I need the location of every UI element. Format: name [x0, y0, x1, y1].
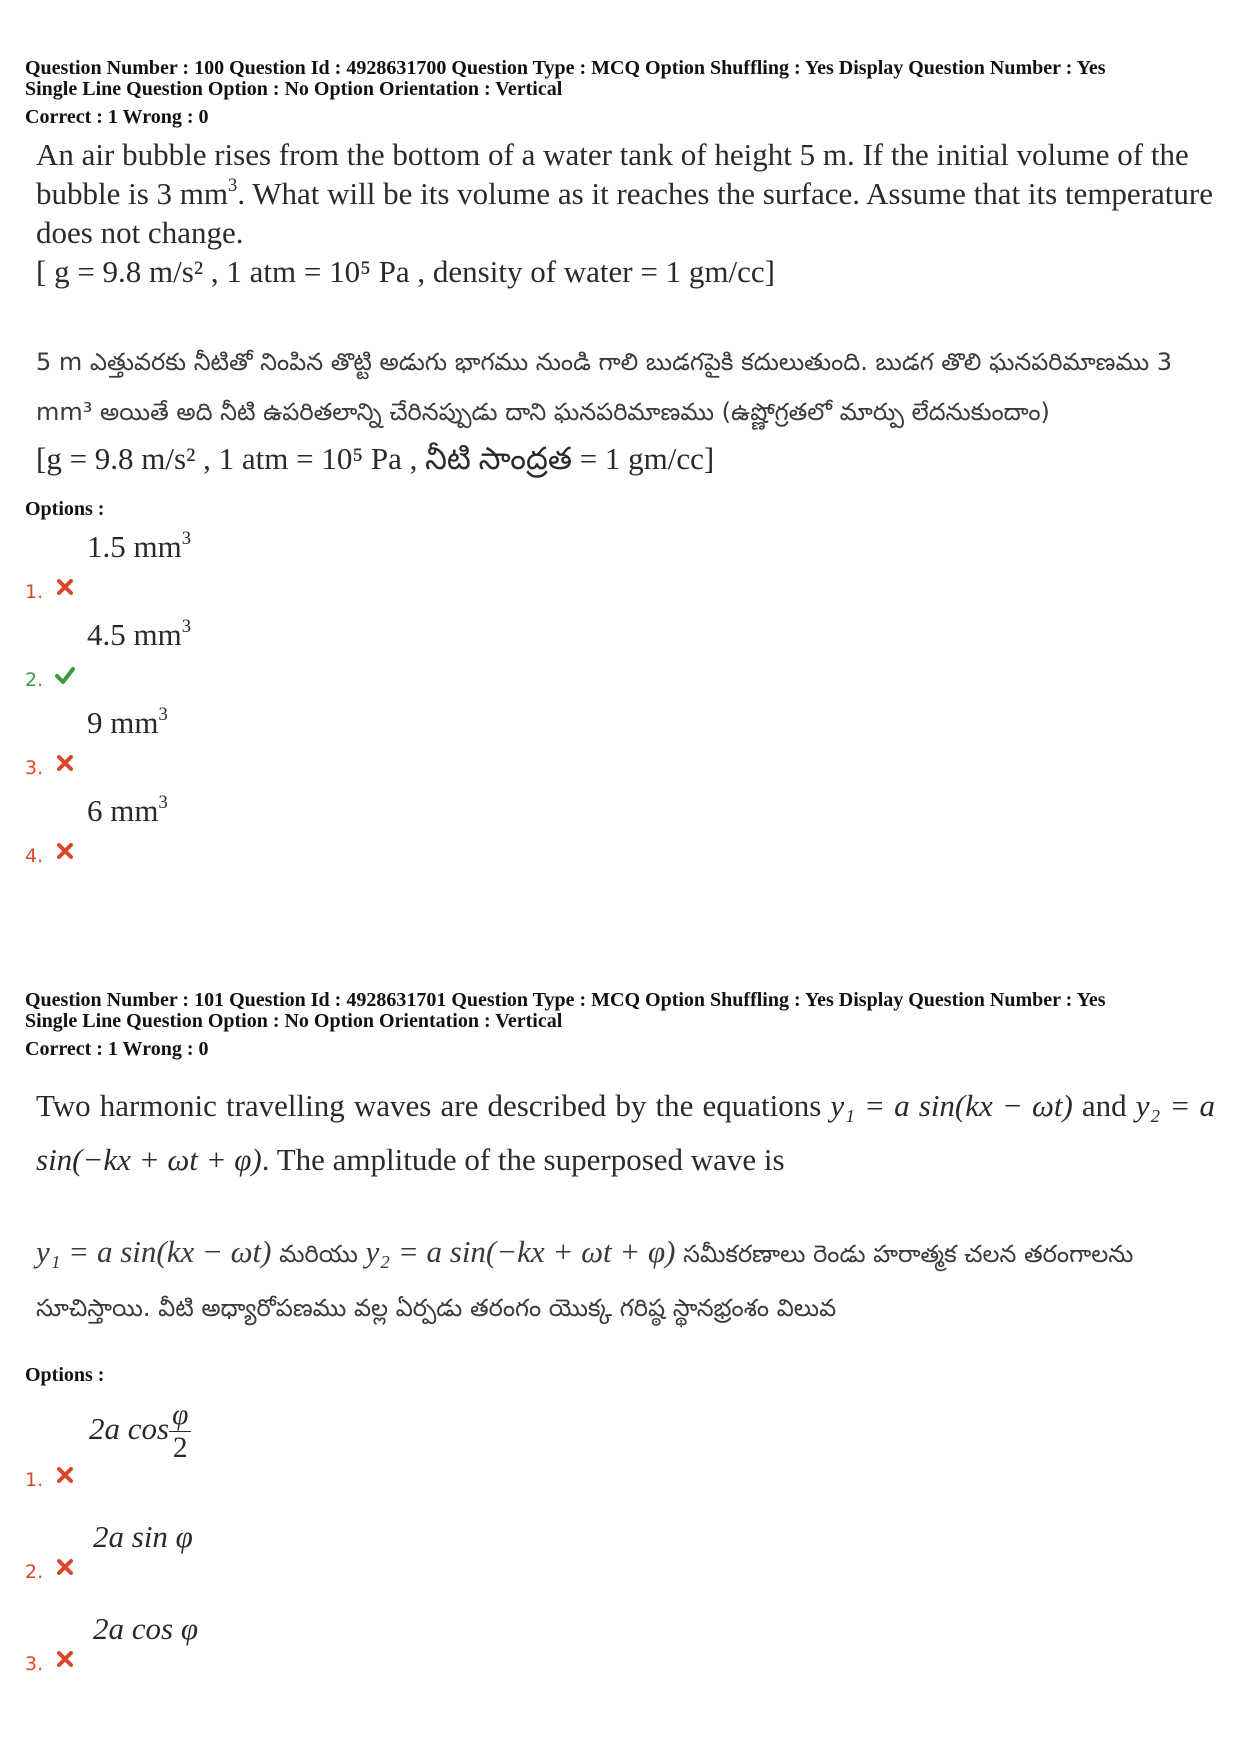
option-number: 3.: [25, 1653, 44, 1675]
option-number: 1.: [25, 581, 44, 603]
cross-icon: [55, 577, 75, 597]
option-4[interactable]: [25, 785, 1215, 873]
question-stem: [36, 135, 1215, 481]
option-text: 6 $mm^3$: [87, 791, 168, 828]
marks-scheme: Correct : 1 Wrong : 0: [25, 106, 209, 128]
given-constants-english: [ g = 9.8 m/s² , 1 atm = 10⁵ Pa , density of water = 1 gm/cc]: [36, 254, 775, 289]
option-text: 2a cos φ: [93, 1611, 198, 1646]
question-text-telugu: y₁ = a sin(kx − ωt) మరియు y₂ = a sin(−kx + ωt + φ) సమీకరణాలు రెండు హరాత్మక చలన తరంగాలను సూచిస్తాయి. వీటి అధ్యారోపణము వల్ల ఏర్పడు తరంగం యొక్క గరిష్ఠ స్థానభ్రంశం విలువ: [36, 1234, 1134, 1322]
option-number: 4.: [25, 845, 44, 867]
question-meta-line2: Single Line Question Option : No Option Orientation : Vertical: [25, 1010, 563, 1032]
marks-scheme: Correct : 1 Wrong : 0: [25, 1038, 209, 1060]
question-meta-line1: Question Number : 101 Question Id : 4928631701 Question Type : MCQ Option Shuffling : Yes Display Question Number : Yes: [25, 989, 1106, 1011]
check-icon: [55, 665, 75, 685]
given-constants-telugu: [g = 9.8 m/s² , 1 atm = 10⁵ Pa , నీటి సాంద్రత = 1 gm/cc]: [36, 441, 715, 476]
cross-icon: [55, 841, 75, 861]
option-text: 4.5 $mm^3$: [87, 615, 192, 652]
question-text-english: An air bubble rises from the bottom of a water tank of height 5 m. If the initial volume of the bubble is 3 $mm^3$. What will be its volume as it reaches the surface. Assume that its temperature does not change.: [36, 137, 1213, 250]
option-number: 1.: [25, 1469, 44, 1491]
option-2[interactable]: [25, 609, 1215, 697]
equation-y2: y₂ = a sin(−kx + ωt + φ): [36, 1088, 1215, 1177]
question-block-101: [25, 990, 1215, 1681]
cross-icon: [55, 753, 75, 773]
option-text: 1.5 $mm^3$: [87, 527, 192, 564]
cross-icon: [55, 1465, 75, 1485]
option-number: 2.: [25, 1561, 44, 1583]
cross-icon: [55, 1557, 75, 1577]
option-text: 2a sin φ: [93, 1519, 193, 1554]
question-stem: [36, 1079, 1215, 1335]
option-number: 3.: [25, 757, 44, 779]
cross-icon: [55, 1649, 75, 1669]
option-1[interactable]: [25, 1387, 1215, 1497]
question-text-english: Two harmonic travelling waves are described by the equations y₁ = a sin(kx − ωt) and y₂ = a sin(−kx + ωt + φ). The amplitude of the superposed wave is: [36, 1088, 1215, 1177]
option-number: 2.: [25, 669, 44, 691]
equation-y1: y₁ = a sin(kx − ωt): [830, 1088, 1073, 1123]
question-block-100: [25, 58, 1215, 873]
question-text-telugu: 5 m ఎత్తువరకు నీటితో నింపిన తొట్టి అడుగు భాగము నుండి గాలి బుడగపైకి కదులుతుంది. బుడగ తొలి ఘనపరిమాణము 3 mm³ అయితే అది నీటి ఉపరితలాన్ని చేరినప్పుడు దాని ఘనపరిమాణము (ఉష్ణోగ్రతలో మార్పు లేదనుకుందాం): [36, 348, 1173, 426]
question-meta-line2: Single Line Question Option : No Option Orientation : Vertical: [25, 78, 563, 100]
question-meta-line1: Question Number : 100 Question Id : 4928631700 Question Type : MCQ Option Shuffling : Yes Display Question Number : Yes: [25, 57, 1106, 79]
option-text: 2a cos $\frac{\varphi}{2}$: [89, 1399, 191, 1465]
option-3[interactable]: [25, 697, 1215, 785]
option-1[interactable]: [25, 521, 1215, 609]
option-3[interactable]: [25, 1589, 1215, 1681]
option-text: 9 $mm^3$: [87, 703, 168, 740]
options-label: Options :: [25, 498, 105, 520]
option-2[interactable]: [25, 1497, 1215, 1589]
options-label: Options :: [25, 1364, 105, 1386]
